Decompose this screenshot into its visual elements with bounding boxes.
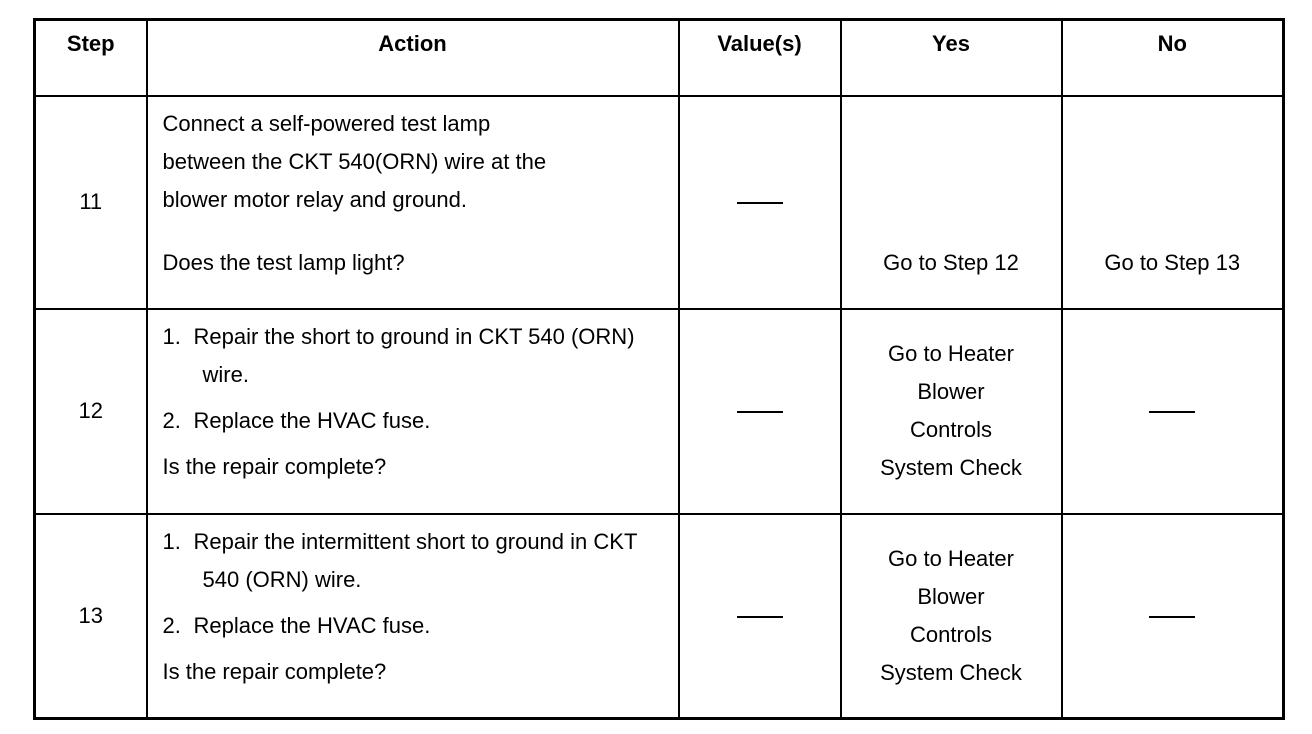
action-line: blower motor relay and ground. <box>162 186 467 212</box>
no-cell: Go to Step 13 <box>1062 96 1284 309</box>
action-line: between the CKT 540(ORN) wire at the <box>162 148 547 174</box>
yes-line: Blower <box>917 583 985 609</box>
header-step: Step <box>35 20 147 96</box>
yes-line: Controls <box>910 621 992 647</box>
value-dash <box>737 411 783 413</box>
no-cell <box>1062 514 1284 719</box>
item-number: 2. <box>162 407 181 433</box>
action-cell <box>147 96 679 309</box>
value-cell <box>679 514 841 719</box>
no-cell <box>1062 309 1284 514</box>
value-cell <box>679 309 841 514</box>
item-number: 1. <box>162 323 181 349</box>
diagnostic-table <box>33 18 1285 720</box>
yes-line: Go to Heater <box>888 341 1014 366</box>
table-row-step-11 <box>35 96 1284 309</box>
yes-cell: Go to Step 12 <box>841 96 1062 309</box>
no-dash <box>1149 411 1195 413</box>
value-dash <box>737 202 783 204</box>
step-number: 13 <box>35 514 147 719</box>
action-line: Connect a self-powered test lamp <box>162 110 491 136</box>
item-text: Replace the HVAC fuse. <box>193 407 431 433</box>
item-number: 2. <box>162 612 181 638</box>
no-dash <box>1149 616 1195 618</box>
action-cell <box>147 309 679 514</box>
value-cell <box>679 96 841 309</box>
yes-line: Go to Heater <box>888 545 1014 571</box>
action-question: Is the repair complete? <box>162 453 387 479</box>
yes-line: Controls <box>910 417 992 442</box>
table-row-step-13 <box>35 514 1284 719</box>
yes-cell <box>841 514 1062 719</box>
spacer <box>163 219 668 244</box>
header-values: Value(s) <box>679 20 841 96</box>
item-text: Repair the intermittent short to ground in CKT 540 (ORN) wire. <box>193 528 637 592</box>
action-cell <box>147 514 679 719</box>
yes-line: Blower <box>917 379 985 404</box>
action-item <box>163 607 668 645</box>
action-item <box>163 318 668 394</box>
item-text: Replace the HVAC fuse. <box>193 612 431 638</box>
action-question: Does the test lamp light? <box>162 249 405 275</box>
item-text: Repair the short to ground in CKT 540 (ORN) wire. <box>193 323 635 387</box>
step-number: 12 <box>35 309 147 514</box>
item-number: 1. <box>162 528 181 554</box>
action-item <box>163 402 668 440</box>
yes-line: System Check <box>880 659 1022 685</box>
table-row-step-12 <box>35 309 1284 514</box>
value-dash <box>737 616 783 618</box>
action-question: Is the repair complete? <box>162 658 387 684</box>
action-item <box>163 523 668 599</box>
header-row <box>35 20 1284 96</box>
header-no: No <box>1062 20 1284 96</box>
step-number: 11 <box>35 96 147 309</box>
header-action: Action <box>147 20 679 96</box>
yes-line: System Check <box>880 455 1022 480</box>
header-yes: Yes <box>841 20 1062 96</box>
yes-cell <box>841 309 1062 514</box>
